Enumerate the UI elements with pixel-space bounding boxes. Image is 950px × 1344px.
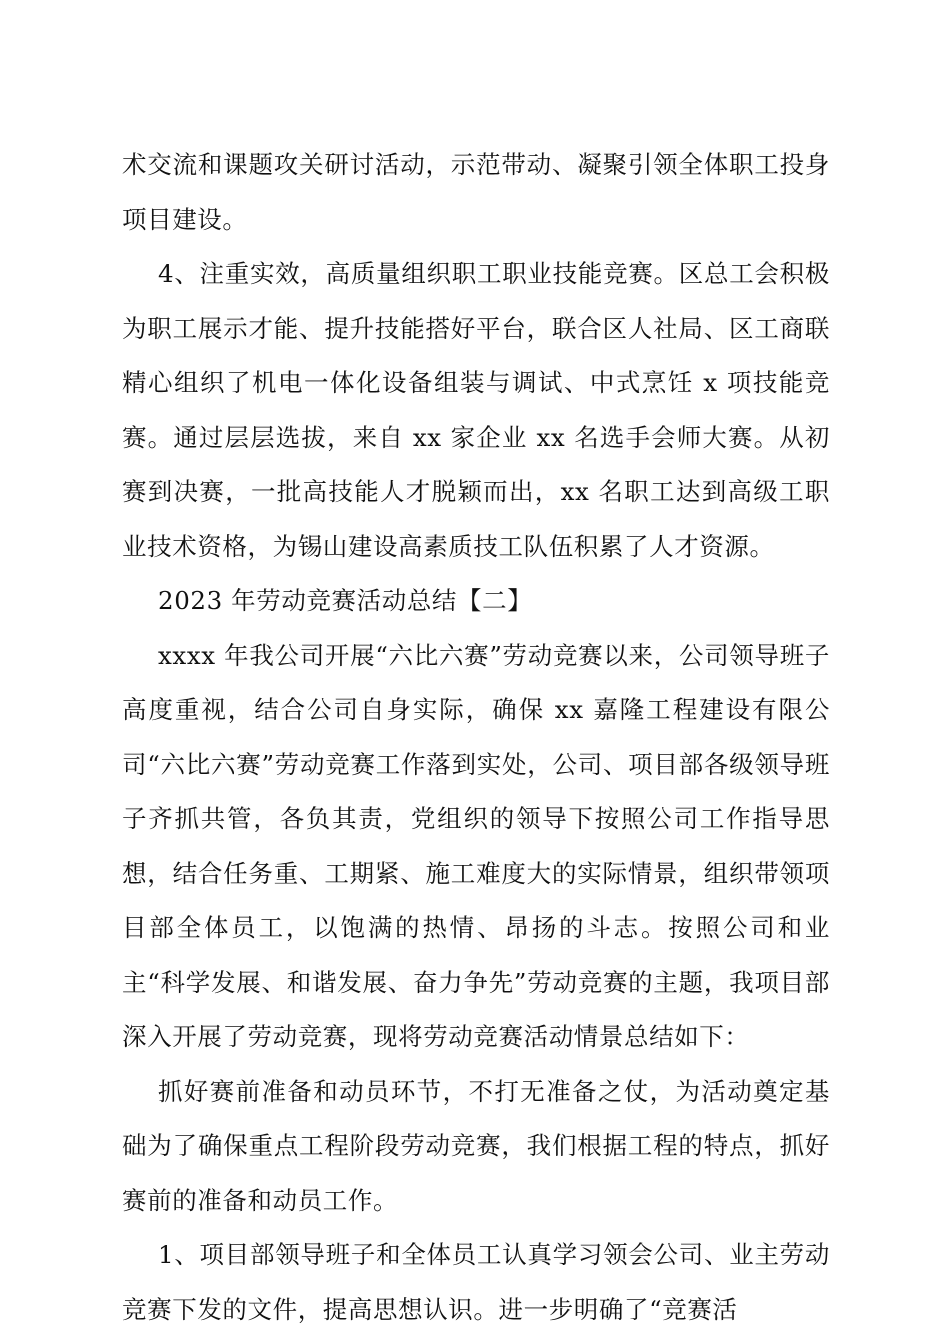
- paragraph-item-1: 1、项目部领导班子和全体员工认真学习领会公司、业主劳动竞赛下发的文件，提高思想认识。进一步明确了“竞赛活: [122, 1240, 830, 1324]
- paragraph-item-4: 4、注重实效，高质量组织职工职业技能竞赛。区总工会积极为职工展示才能、提升技能搭好平台，联合区人社局、区工商联精心组织了机电一体化设备组装与调试、中式烹饪 x 项技能竞赛。通过层层选拔，来自 xx 家企业 xx 名选手会师大赛。从初赛到决赛，一批高技能人才脱颖而出，xx 名职工达到高级工职业技术资格，为锡山建设高素质技工队伍积累了人才资源。: [122, 259, 830, 561]
- document-body: [122, 138, 830, 1337]
- paragraph-preparation: 抓好赛前准备和动员环节，不打无准备之仗，为活动奠定基础为了确保重点工程阶段劳动竞赛，我们根据工程的特点，抓好赛前的准备和动员工作。: [122, 1076, 830, 1215]
- paragraph-intro: xxxx 年我公司开展“六比六赛”劳动竞赛以来，公司领导班子高度重视，结合公司自身实际，确保 xx 嘉隆工程建设有限公司“六比六赛”劳动竞赛工作落到实处，公司、项目部各级领导班子齐抓共管，各负其责，党组织的领导下按照公司工作指导思想，结合任务重、工期紧、施工难度大的实际情景，组织带领项目部全体员工，以饱满的热情、昂扬的斗志。按照公司和业主“科学发展、和谐发展、奋力争先”劳动竞赛的主题，我项目部深入开展了劳动竞赛，现将劳动竞赛活动情景总结如下：: [122, 640, 830, 1051]
- paragraph-continuation: 术交流和课题攻关研讨活动，示范带动、凝聚引领全体职工投身项目建设。: [122, 150, 830, 234]
- section-heading: 2023 年劳动竞赛活动总结【二】: [158, 586, 533, 615]
